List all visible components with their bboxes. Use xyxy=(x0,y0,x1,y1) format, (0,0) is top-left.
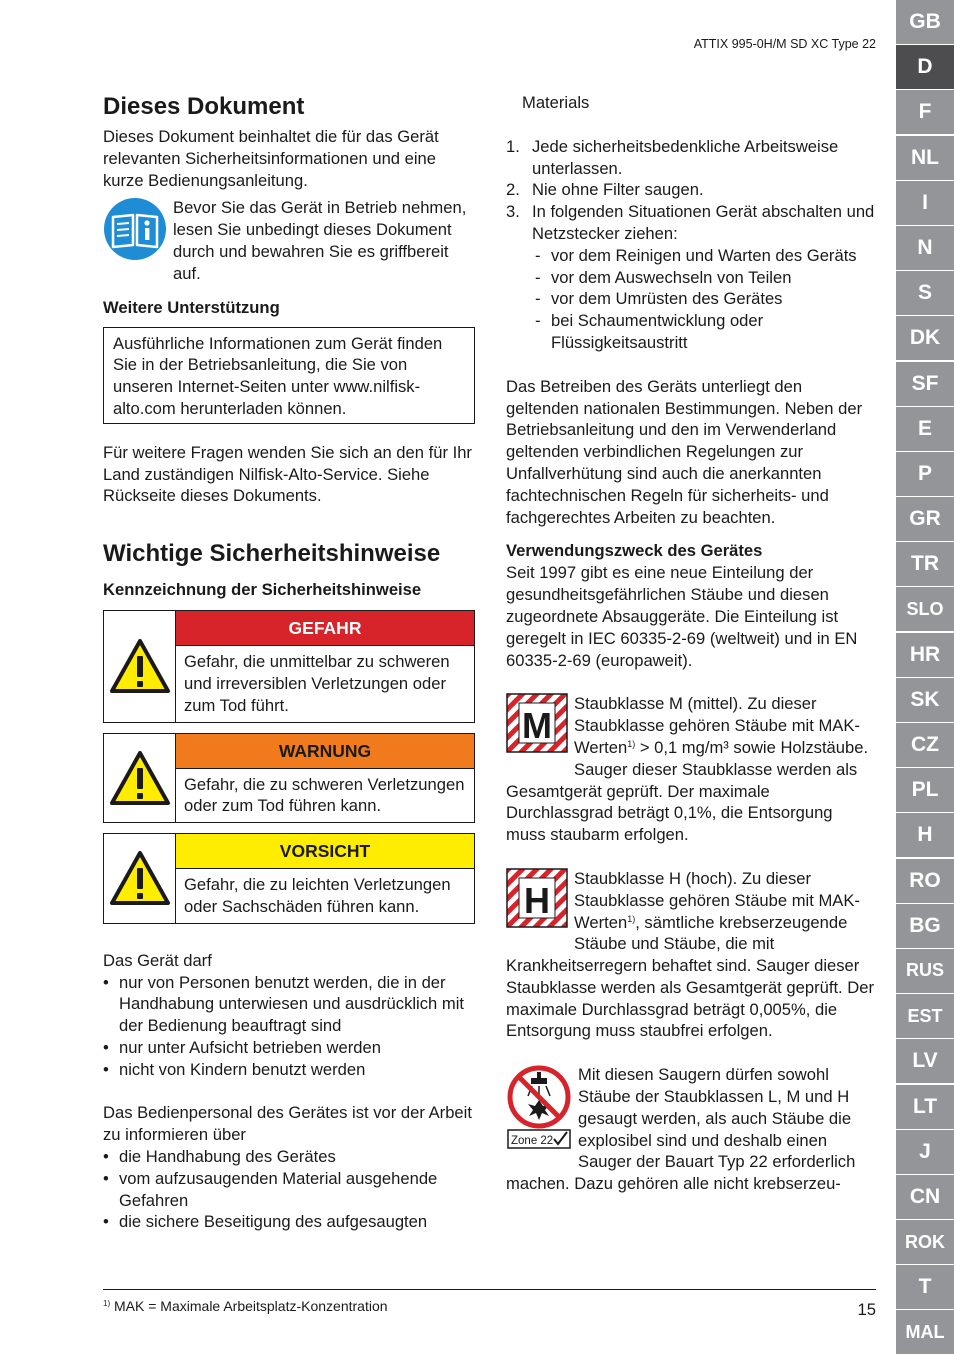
section-title-safety: Wichtige Sicherheitshinweise xyxy=(103,540,441,568)
operators-list xyxy=(103,1146,475,1233)
language-tab-hr[interactable]: HR xyxy=(896,633,954,677)
document-model-header: ATTIX 995-0H/M SD XC Type 22 xyxy=(693,37,876,51)
device-may-intro: Das Gerät darf xyxy=(103,950,212,970)
footnote: $^{1)}$ MAK = Maximale Arbeitsplatz-Konzentration xyxy=(103,1298,388,1314)
list-item: - vor dem Reinigen und Warten des Geräts xyxy=(506,245,876,267)
list-item: - bei Schaumentwicklung oder Flüssigkeitsaustritt xyxy=(506,310,876,354)
language-tab-h[interactable]: H xyxy=(896,813,954,857)
support-box-text: Ausführliche Informationen zum Gerät finden Sie in der Betriebsanleitung, die Sie von unseren Internet-Seiten unter www.nilfisk-alto.com herunterladen können. xyxy=(113,333,443,418)
language-tab-mal[interactable]: MAL xyxy=(896,1310,954,1354)
support-info-box xyxy=(103,327,475,424)
operators-intro: Das Bedienpersonal des Gerätes ist vor der Arbeit zu informieren über xyxy=(103,1103,472,1145)
warning-description: Gefahr, die zu leichten Verletzungen oder Sachschäden führen kann. xyxy=(184,875,451,916)
page-number: 15 xyxy=(857,1300,876,1319)
dust-class-h-icon xyxy=(506,868,568,934)
language-tab-sk[interactable]: SK xyxy=(896,678,954,722)
language-tab-n[interactable]: N xyxy=(896,226,954,270)
warning-label: WARNUNG xyxy=(176,734,474,769)
warning-label: VORSICHT xyxy=(176,834,474,869)
section-title-document: Dieses Dokument xyxy=(103,93,305,120)
further-questions-text: Für weitere Fragen wenden Sie sich an den für Ihr Land zuständigen Nilfisk-Alto-Service. Siehe Rückseite dieses Dokuments. xyxy=(103,442,472,506)
language-tab-t[interactable]: T xyxy=(896,1265,954,1309)
footnote-ref: 1) xyxy=(627,738,636,749)
dust-class-h-text-b: , sämtliche krebserzeugende Stäube und Stäube, die mit Krankheitserregern behaftet sind. Sauger dieser Staubklasse werden als Gesamtgerät geprüft. Der maximale Durchlassgrad beträgt 0,005%, die Entsorgung muss staubfrei erfolgen. xyxy=(506,912,875,1041)
footnote-ref: 1) xyxy=(627,913,636,924)
list-item: - vor dem Umrüsten des Gerätes xyxy=(506,288,876,310)
list-item: • die Handhabung des Gerätes xyxy=(103,1146,475,1168)
list-item: - vor dem Auswechseln von Teilen xyxy=(506,267,876,289)
language-tab-pl[interactable]: PL xyxy=(896,768,954,812)
language-tab-i[interactable]: I xyxy=(896,181,954,225)
language-tab-p[interactable]: P xyxy=(896,452,954,496)
language-tab-gr[interactable]: GR xyxy=(896,497,954,541)
device-may-list xyxy=(103,972,475,1081)
dust-class-m-letter: M xyxy=(522,705,552,747)
zone-22-label: Zone 22 xyxy=(511,1135,554,1148)
language-tab-lt[interactable]: LT xyxy=(896,1085,954,1129)
language-tab-tr[interactable]: TR xyxy=(896,542,954,586)
numbered-instructions xyxy=(506,136,876,245)
zone-22-icon xyxy=(506,1064,572,1156)
warning-box-vorsicht xyxy=(103,833,475,924)
language-tab-s[interactable]: S xyxy=(896,271,954,315)
list-item: • nur von Personen benutzt werden, die in der Handhabung unterwiesen und ausdrücklich mit der Bedienung beauftragt sind xyxy=(103,972,475,1037)
footer-divider xyxy=(103,1289,876,1290)
language-tab-nl[interactable]: NL xyxy=(896,136,954,180)
manual-info-icon xyxy=(103,197,167,267)
dust-class-m-icon xyxy=(506,693,568,759)
list-item: 3. In folgenden Situationen Gerät abschalten und Netzstecker ziehen: xyxy=(506,202,875,243)
language-tab-cn[interactable]: CN xyxy=(896,1175,954,1219)
language-tab-dk[interactable]: DK xyxy=(896,316,954,360)
list-item: • vom aufzusaugenden Material ausgehende Gefahren xyxy=(103,1168,475,1212)
marking-heading: Kennzeichnung der Sicherheitshinweise xyxy=(103,580,422,600)
read-note xyxy=(103,197,475,284)
right-column xyxy=(506,92,876,1195)
warning-box-gefahr xyxy=(103,610,475,722)
list-item: 2. Nie ohne Filter saugen. xyxy=(506,180,704,200)
language-tab-slo[interactable]: SLO xyxy=(896,587,954,631)
warning-triangle-icon xyxy=(104,734,176,823)
dust-class-m-text-a: Staubklasse M (mittel). Zu dieser Staubklasse gehören Stäube mit MAK-Werten xyxy=(574,694,860,757)
language-tab-f[interactable]: F xyxy=(896,90,954,134)
list-item: • die sichere Beseitigung des aufgesaugten xyxy=(103,1211,475,1233)
language-tab-rus[interactable]: RUS xyxy=(896,949,954,993)
language-index-sidebar xyxy=(896,0,954,1356)
warning-description: Gefahr, die unmittelbar zu schweren und irreversiblen Verletzungen oder zum Tod führt. xyxy=(184,652,450,715)
language-tab-sf[interactable]: SF xyxy=(896,362,954,406)
purpose-text: Seit 1997 gibt es eine neue Einteilung der gesundheitsgefährlichen Stäube und diesen zugeordnete Absauggeräte. Die Einteilung ist geregelt in IEC 60335-2-69 (weltweit) und in EN 60335-2-69 (europaweit). xyxy=(506,563,858,670)
language-tab-lv[interactable]: LV xyxy=(896,1039,954,1083)
dust-class-h-text-a: Staubklasse H (hoch). Zu dieser Staubklasse gehören Stäube mit MAK-Werten xyxy=(574,868,860,932)
warning-levels xyxy=(103,610,475,924)
language-tab-est[interactable]: EST xyxy=(896,994,954,1038)
language-tab-e[interactable]: E xyxy=(896,407,954,451)
warning-triangle-icon xyxy=(104,834,176,923)
dust-class-h-letter: H xyxy=(524,879,550,921)
warning-label: GEFAHR xyxy=(176,611,474,646)
switch-off-situations xyxy=(506,245,876,354)
list-item: • nur unter Aufsicht betrieben werden xyxy=(103,1037,475,1059)
language-tab-bg[interactable]: BG xyxy=(896,904,954,948)
warning-triangle-icon xyxy=(104,611,176,721)
language-tab-cz[interactable]: CZ xyxy=(896,723,954,767)
materials-continuation: Materials xyxy=(522,93,590,112)
dust-class-m-text-b: > 0,1 mg/m³ sowie Holzstäube. Sauger dieser Staubklasse werden als Gesamtgerät geprüft. Der maximale Durchlassgrad beträgt 0,1%, die Entsorgung muss staubarm erfolgen. xyxy=(506,737,869,845)
list-item: 1. Jede sicherheitsbedenkliche Arbeitsweise unterlassen. xyxy=(506,136,839,178)
support-heading: Weitere Unterstützung xyxy=(103,297,280,317)
dust-class-m xyxy=(506,693,876,846)
purpose-heading: Verwendungszweck des Gerätes xyxy=(506,541,763,561)
zone-22 xyxy=(506,1064,876,1195)
regulations-text: Das Betreiben des Geräts unterliegt den geltenden nationalen Bestimmungen. Neben der Betriebsanleitung und den im Verwenderland geltenden verbindlichen Regelungen zur Unfallverhütung sind auch die anerkannten fachtechnischen Regeln für sicherheits- und fachgerechtes Arbeiten zu beachten. xyxy=(506,376,863,527)
dust-class-h xyxy=(506,868,876,1042)
warning-description: Gefahr, die zu schweren Verletzungen oder zum Tod führen kann. xyxy=(184,774,465,816)
language-tab-gb[interactable]: GB xyxy=(896,0,954,44)
list-item: • nicht von Kindern benutzt werden xyxy=(103,1059,475,1081)
language-tab-ro[interactable]: RO xyxy=(896,859,954,903)
language-tab-rok[interactable]: ROK xyxy=(896,1220,954,1264)
language-tab-j[interactable]: J xyxy=(896,1130,954,1174)
left-column xyxy=(103,92,475,1233)
read-note-text: Bevor Sie das Gerät in Betrieb nehmen, lesen Sie unbedingt dieses Dokument durch und bewahren Sie es griffbereit auf. xyxy=(173,198,467,283)
intro-text: Dieses Dokument beinhaltet die für das Gerät relevanten Sicherheitsinformationen und eine kurze Bedienungsanleitung. xyxy=(103,127,439,190)
warning-box-warnung xyxy=(103,733,475,824)
language-tab-d[interactable]: D xyxy=(896,45,954,89)
zone-22-text: Mit diesen Saugern dürfen sowohl Stäube der Staubklassen L, M und H gesaugt werden, als auch Stäube die explosibel sind und deshalb einen Sauger der Bauart Typ 22 erforderlich machen. Dazu gehören alle nicht krebserzeu- xyxy=(506,1065,856,1194)
